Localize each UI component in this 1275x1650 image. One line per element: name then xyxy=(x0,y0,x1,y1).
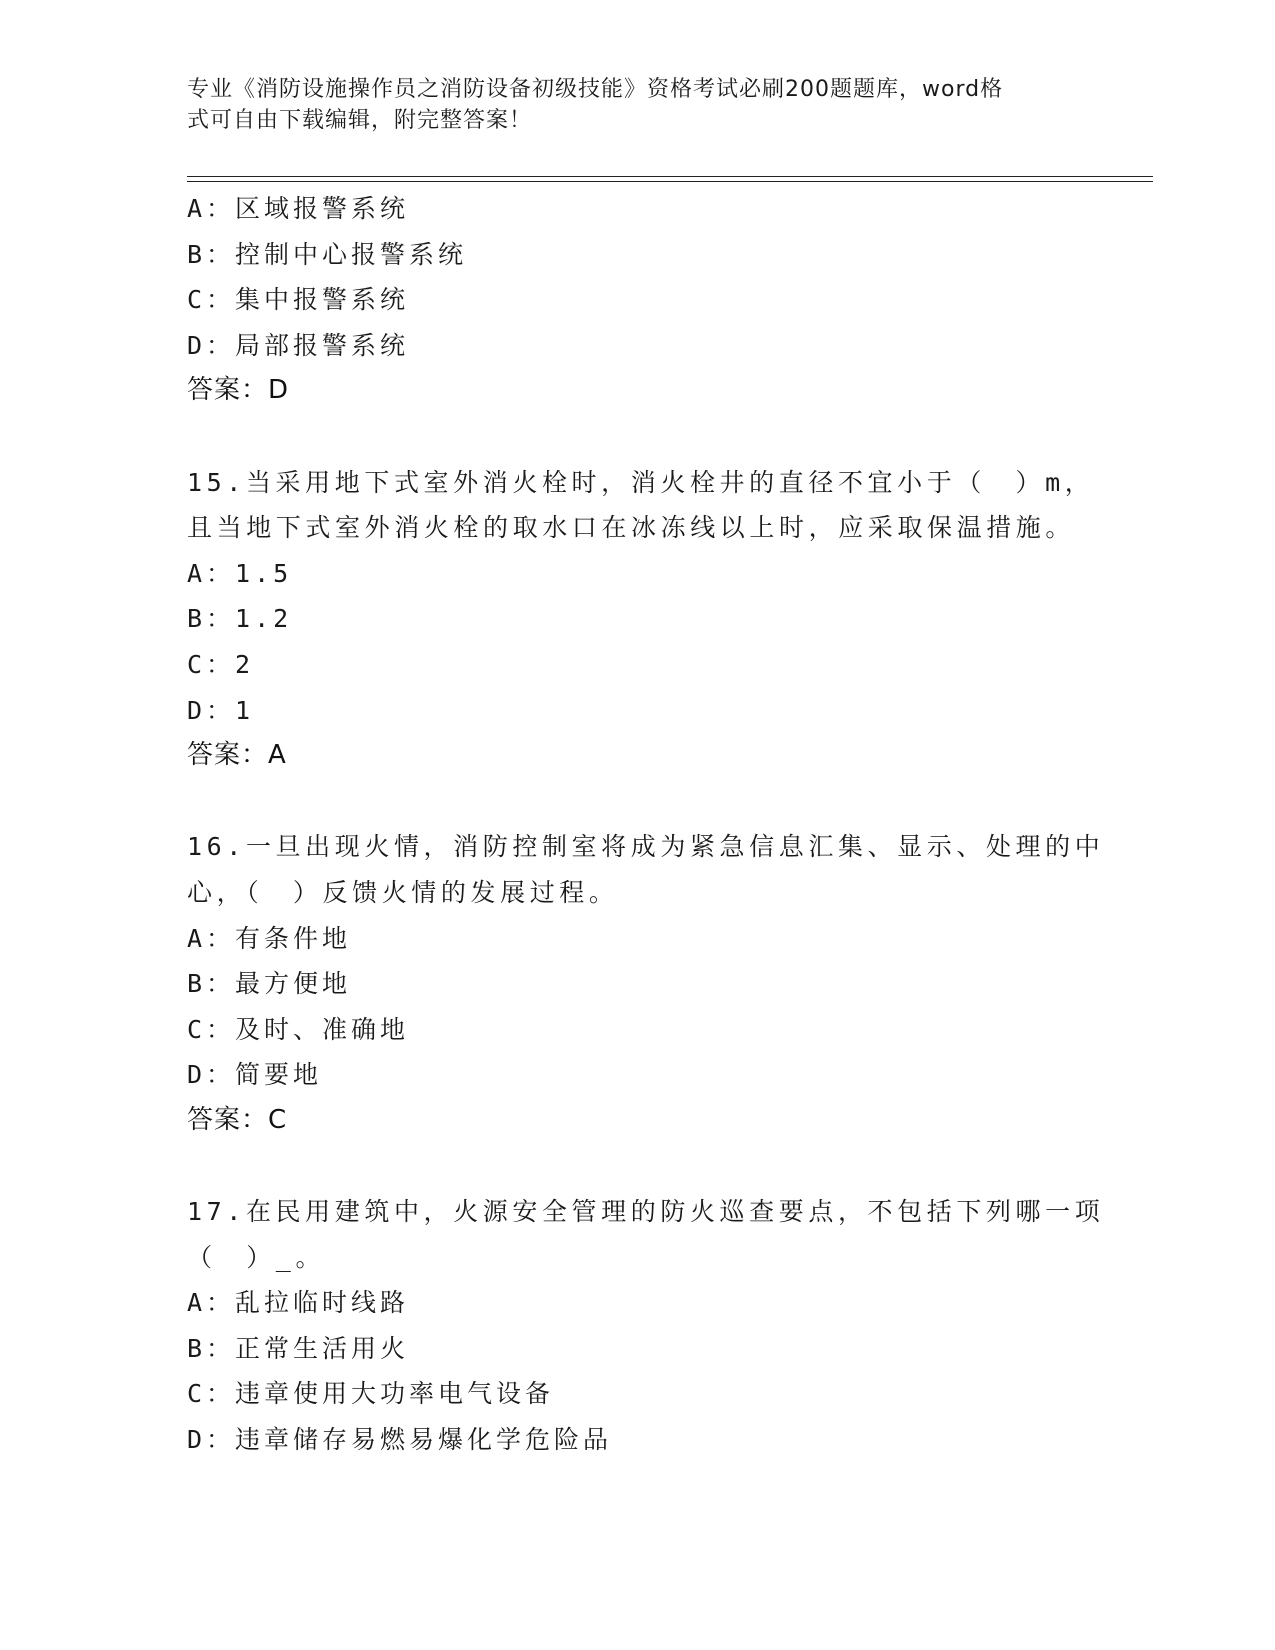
question-stem-line-1: 16.一旦出现火情，消防控制室将成为紧急信息汇集、显示、处理的中 xyxy=(187,832,1105,862)
question-stem-line-2: 心，（ ）反馈火情的发展过程。 xyxy=(187,877,619,907)
question-17 xyxy=(187,1189,1105,1463)
option-c: C：违章使用大功率电气设备 xyxy=(187,1379,555,1409)
option-b: B：正常生活用火 xyxy=(187,1333,410,1363)
option-c: C：2 xyxy=(187,649,255,679)
question-spacer xyxy=(187,1143,1087,1189)
option-d: D：简要地 xyxy=(187,1060,323,1090)
question-stem-line-1: 17.在民用建筑中，火源安全管理的防火巡查要点，不包括下列哪一项 xyxy=(187,1197,1105,1227)
question-stem-line-2: 且当地下式室外消火栓的取水口在冰冻线以上时，应采取保温措施。 xyxy=(187,513,1076,543)
question-stem-line-2: （ ）_。 xyxy=(187,1242,326,1272)
option-a: A：乱拉临时线路 xyxy=(187,1288,410,1318)
question-16 xyxy=(187,824,1105,1143)
option-d: D：1 xyxy=(187,695,255,725)
question-14 xyxy=(187,186,1087,414)
option-a: A：1.5 xyxy=(187,558,293,588)
header-divider-bottom xyxy=(187,181,1153,182)
option-c: C：集中报警系统 xyxy=(187,285,410,315)
question-list xyxy=(187,186,1105,1463)
option-a: A：区域报警系统 xyxy=(187,194,410,223)
option-c: C：及时、准确地 xyxy=(187,1014,410,1044)
option-b: B：控制中心报警系统 xyxy=(187,239,468,269)
answer-line: 答案：A xyxy=(187,740,287,771)
answer-line: 答案：D xyxy=(187,375,290,406)
header-line-2: 式可自由下载编辑，附完整答案！ xyxy=(187,108,533,133)
document-header xyxy=(187,74,1067,136)
question-spacer xyxy=(187,779,1087,825)
option-b: B：1.2 xyxy=(187,604,293,634)
option-d: D：违章储存易燃易爆化学危险品 xyxy=(187,1425,613,1455)
option-b: B：最方便地 xyxy=(187,969,352,999)
header-divider-top xyxy=(187,176,1153,177)
option-a: A：有条件地 xyxy=(187,923,352,953)
question-15 xyxy=(187,460,1095,779)
header-line-1: 专业《消防设施操作员之消防设备初级技能》资格考试必刷200题题库，word格 xyxy=(187,77,1004,102)
option-d: D：局部报警系统 xyxy=(187,330,410,360)
question-stem-line-1: 15.当采用地下式室外消火栓时，消火栓井的直径不宜小于（ ）m， xyxy=(187,467,1095,497)
answer-line: 答案：C xyxy=(187,1104,288,1135)
question-spacer xyxy=(187,414,1087,460)
